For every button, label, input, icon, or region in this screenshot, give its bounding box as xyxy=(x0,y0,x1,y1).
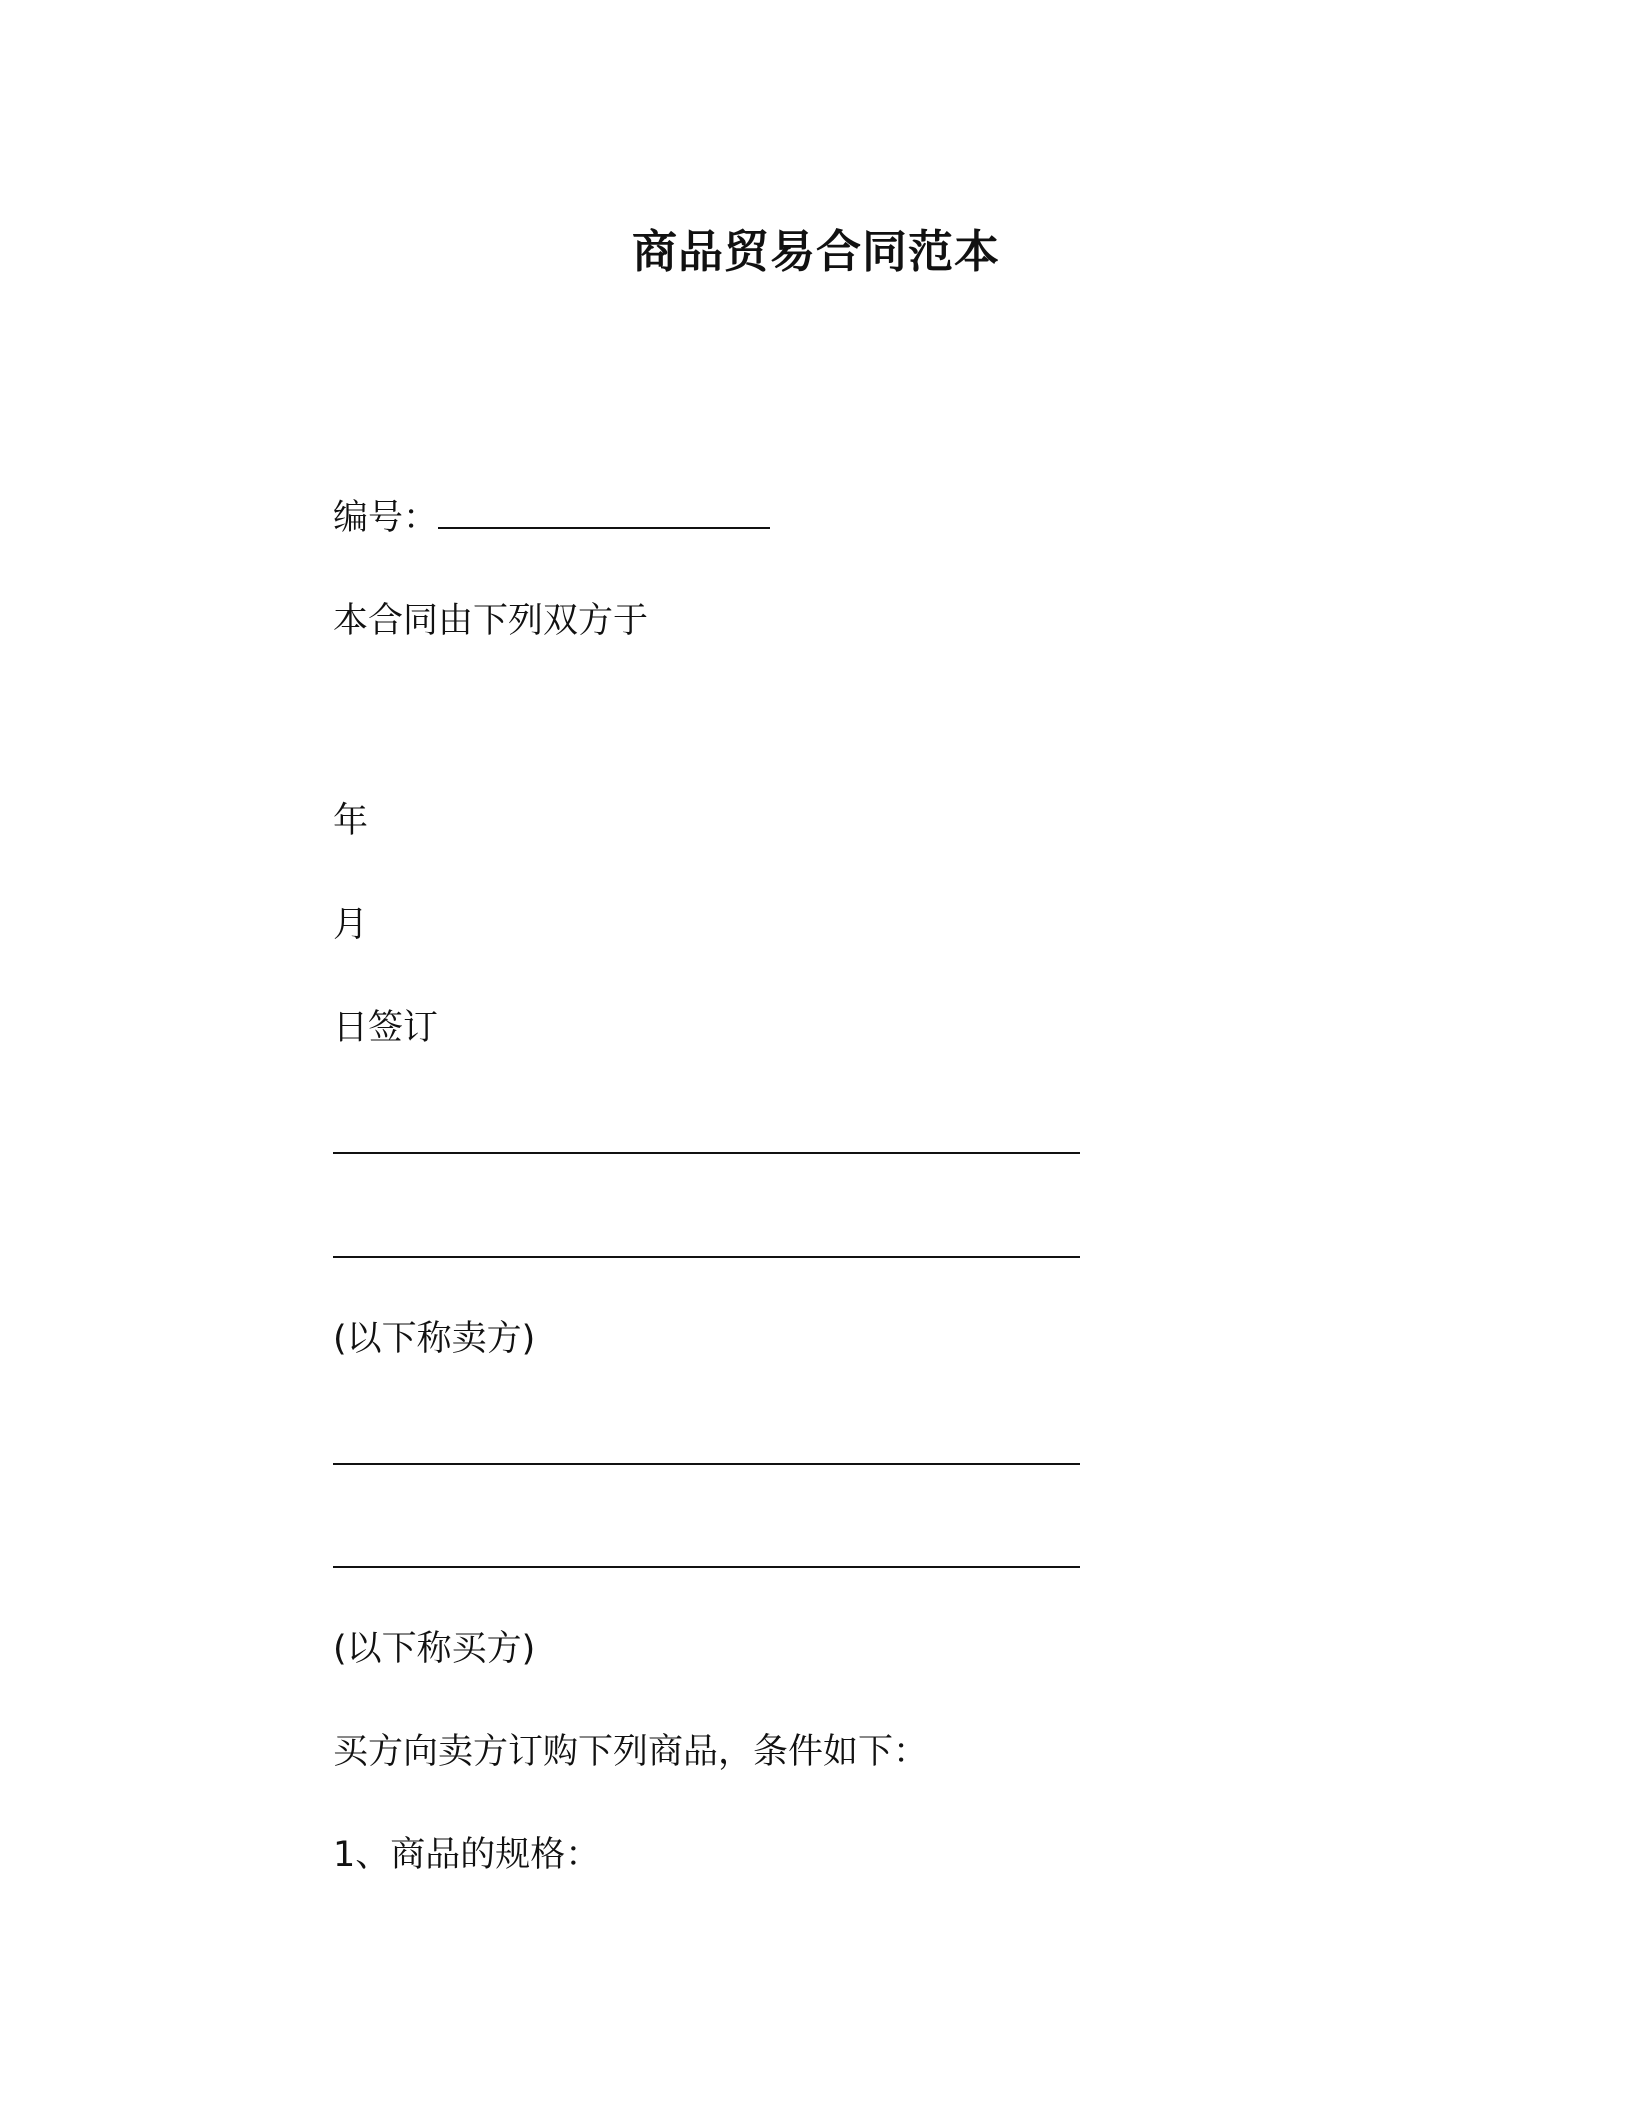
order-statement: 买方向卖方订购下列商品，条件如下： xyxy=(333,1732,929,1772)
month-text: 月 xyxy=(333,905,369,945)
document-title: 商品贸易合同范本 xyxy=(631,225,1000,278)
contract-number-line xyxy=(333,495,770,541)
clause-1-heading: 1、商品的规格： xyxy=(333,1835,601,1875)
day-signed-text: 日签订 xyxy=(333,1008,439,1048)
seller-note: (以下称卖方) xyxy=(333,1319,536,1359)
contract-number-label: 编号： xyxy=(333,498,439,538)
buyer-blank-line-1 xyxy=(333,1463,1080,1465)
buyer-blank-line-2 xyxy=(333,1566,1080,1568)
buyer-note: (以下称买方) xyxy=(333,1629,536,1669)
contract-number-blank xyxy=(438,499,770,529)
seller-blank-line-2 xyxy=(333,1256,1080,1258)
year-text: 年 xyxy=(333,801,369,841)
intro-text: 本合同由下列双方于 xyxy=(333,601,649,641)
seller-blank-line-1 xyxy=(333,1152,1080,1154)
